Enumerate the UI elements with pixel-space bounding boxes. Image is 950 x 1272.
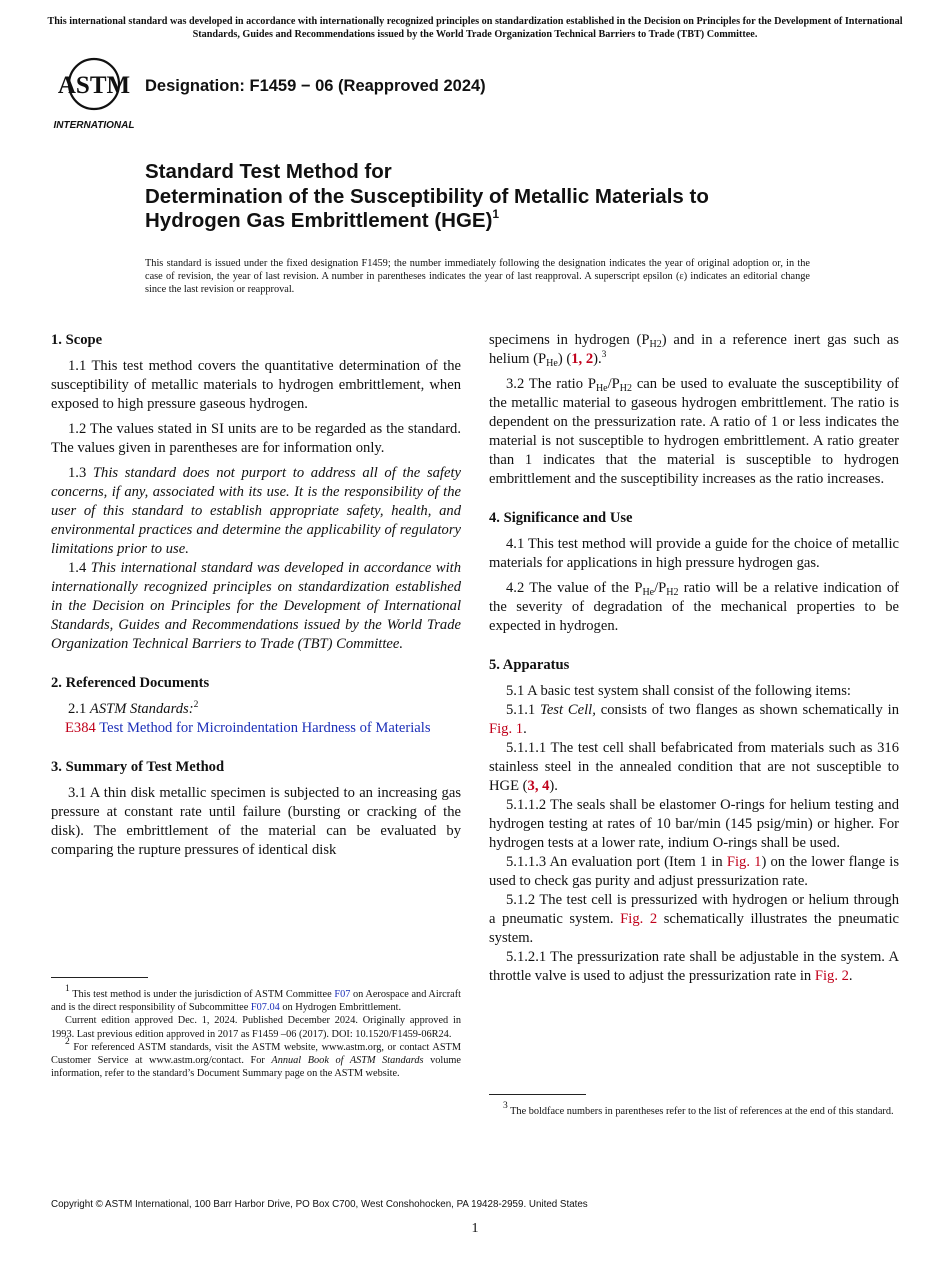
designation: Designation: F1459 − 06 (Reapproved 2024) [145, 77, 486, 95]
section-heading-scope: 1. Scope [51, 332, 103, 348]
title-line-1: Standard Test Method for [145, 160, 392, 183]
reference-title-link[interactable]: Test Method for Microindentation Hardness of Materials [99, 720, 431, 736]
astm-logo-text: ASTM [57, 72, 131, 99]
paragraph-3-2: 3.2 The ratio $P_{He}/P_{H2}$ can be used to evaluate the susceptibility of the metallic material to gaseous hydrogen embrittlement. The ratio is dependent on the pressurization rate. A ratio of 1 or less indicates the material is not susceptible to hydrogen embrittlement. A ratio greater than 1 indicates that the material is susceptible to hydrogen embrittlement and the susceptibility increases as the ratio increases. [489, 376, 899, 487]
section-heading-apparatus: 5. Apparatus [489, 657, 570, 673]
paragraph-3-1-continued: specimens in hydrogen $(P_{H2})$ and in a reference inert gas such as helium $(P_{He})$ (1, 2).$^3$ [489, 332, 899, 369]
footnote-1: $^1$ This test method is under the jurisdiction of ASTM Committee F07 on Aerospace and Aircraft and is the direct responsibility of Subcommittee F07.04 on Hydrogen Embrittlement. [51, 984, 462, 1014]
paragraph-4-2: 4.2 The value of the $P_{He}/P_{H2}$ ratio will be a relative indication of the severity of degradation of the mechanical properties to be expected in hydrogen. [489, 580, 899, 634]
paragraph-5-1-1-3: 5.1.1.3 An evaluation port (Item 1 in Fig. 1) on the lower flange is used to check gas purity and adjust pressurization rate. [489, 854, 900, 889]
astm-logo [52, 56, 136, 132]
reference-link-3-4[interactable]: 3, 4 [527, 778, 550, 794]
section-heading-summary: 3. Summary of Test Method [51, 759, 225, 775]
reference-e384[interactable] [51, 719, 461, 738]
fig-1-link[interactable]: Fig. 1 [489, 721, 524, 737]
paragraph-5-1-2-1: 5.1.2.1 The pressurization rate shall be adjustable in the system. A throttle valve is used to adjust the pressurization rate in Fig. 2. [489, 949, 899, 984]
paragraph-5-1-1: 5.1.1 Test Cell, consists of two flanges as shown schematically in Fig. 1. [489, 702, 899, 737]
page-number: 1 [471, 1221, 479, 1236]
fig-2-link[interactable]: Fig. 2 [620, 911, 658, 927]
title-line-3: Hydrogen Gas Embrittlement (HGE)$^1$ [145, 207, 500, 232]
paragraph-2-1: 2.1 ASTM Standards:$^2$ [68, 700, 199, 717]
reference-code-link[interactable]: E384 [65, 720, 96, 736]
paragraph-3-1: 3.1 A thin disk metallic specimen is subjected to an increasing gas pressure at constant rate until failure (bursting or cracking of the disk). The embrittlement of the material can be evaluated by comparing the rupture pressures of identical disk [51, 785, 461, 858]
reference-link-1-2[interactable]: 1, 2 [571, 351, 594, 367]
right-column [489, 331, 899, 986]
committee-f07-link[interactable]: F07 [334, 989, 351, 1000]
top-notice: This international standard was developed in accordance with internationally recognized principles on standardization established in the Decision on Principles for the Development of International Standards, Guides and Recommendations issued by the World Trade Organization Technical Barriers to Trade (TBT) Committee. [47, 16, 903, 40]
paragraph-5-1-1-2: 5.1.1.2 The seals shall be elastomer O-rings for helium testing and hydrogen testing at rates of 10 bar/min (145 psig/min) or higher. For hydrogen tests at a lower rate, indium O-rings shall be used. [489, 797, 899, 851]
copyright-line: Copyright © ASTM International, 100 Barr Harbor Drive, PO Box C700, West Conshohocken, PA 19428-2959. United States [51, 1199, 588, 1210]
subcommittee-link[interactable]: F07.04 [250, 1002, 280, 1014]
paragraph-5-1-2: 5.1.2 The test cell is pressurized with hydrogen or helium through a pneumatic system. Fig. 2 schematically illustrates the pneumatic system. [489, 892, 899, 946]
footnote-3: $^3$ The boldface numbers in parentheses refer to the list of references at the end of this standard. [503, 1101, 894, 1117]
section-heading-significance: 4. Significance and Use [489, 510, 633, 526]
footnote-rule-left [51, 977, 148, 978]
footnotes-left [51, 984, 462, 1080]
astm-logo-subtext: INTERNATIONAL [53, 120, 135, 131]
paragraph-1-1: 1.1 This test method covers the quantitative determination of the susceptibility of metallic materials to hydrogen embrittlement, when exposed to high pressure gaseous hydrogen. [51, 358, 461, 412]
paragraph-5-1: 5.1 A basic test system shall consist of the following items: [506, 683, 851, 699]
document-title [145, 160, 865, 234]
fig-2-link-2[interactable]: Fig. 2 [814, 968, 849, 984]
title-footnote-mark: 1 [492, 207, 500, 221]
fig-1-link-2[interactable]: Fig. 1 [726, 854, 762, 870]
paragraph-4-1: 4.1 This test method will provide a guide for the choice of metallic materials for applications in high pressure hydrogen gas. [489, 536, 899, 571]
paragraph-1-2: 1.2 The values stated in SI units are to be regarded as the standard. The values given in parentheses are for information only. [51, 421, 461, 456]
footnotes-right [489, 1101, 899, 1118]
paragraph-1-3: 1.3 This standard does not purport to address all of the safety concerns, if any, associated with its use. It is the responsibility of the user of this standard to establish appropriate safety, health, and environmental practices and determine the applicability of regulatory limitations prior to use. [51, 465, 461, 557]
footnote-2: $^2$ For referenced ASTM standards, visit the ASTM website, www.astm.org, or contact ASTM Customer Service at www.astm.org/contact. For Annual Book of ASTM Standards volume information, refer to the standard’s Document Summary page on the ASTM website. [51, 1036, 461, 1080]
edition-note: Current edition approved Dec. 1, 2024. Published December 2024. Originally approved in 1993. Last previous edition approved in 2017 as F1459 –06 (2017). DOI: 10.1520/F1459-06R24. [51, 1015, 461, 1040]
left-column [51, 331, 461, 860]
issue-note: This standard is issued under the fixed designation F1459; the number immediately following the designation indicates the year of original adoption or, in the case of revision, the year of last revision. A number in parentheses indicates the year of last reapproval. A superscript epsilon (ε) indicates an editorial change since the last revision or reapproval. [145, 258, 810, 295]
paragraph-1-4: 1.4 This international standard was developed in accordance with internationally recognized principles on standardization established in the Decision on Principles for the Development of International Standards, Guides and Recommendations issued by the World Trade Organization Technical Barriers to Trade (TBT) Committee. [51, 560, 462, 652]
paragraph-5-1-1-1: 5.1.1.1 The test cell shall befabricated from materials such as 316 stainless steel in the annealed condition that are not susceptible to HGE (3, 4). [489, 740, 899, 794]
title-line-2: Determination of the Susceptibility of Metallic Materials to [145, 184, 709, 208]
section-heading-referenced-documents: 2. Referenced Documents [51, 675, 210, 691]
footnote-rule-right [489, 1094, 586, 1095]
